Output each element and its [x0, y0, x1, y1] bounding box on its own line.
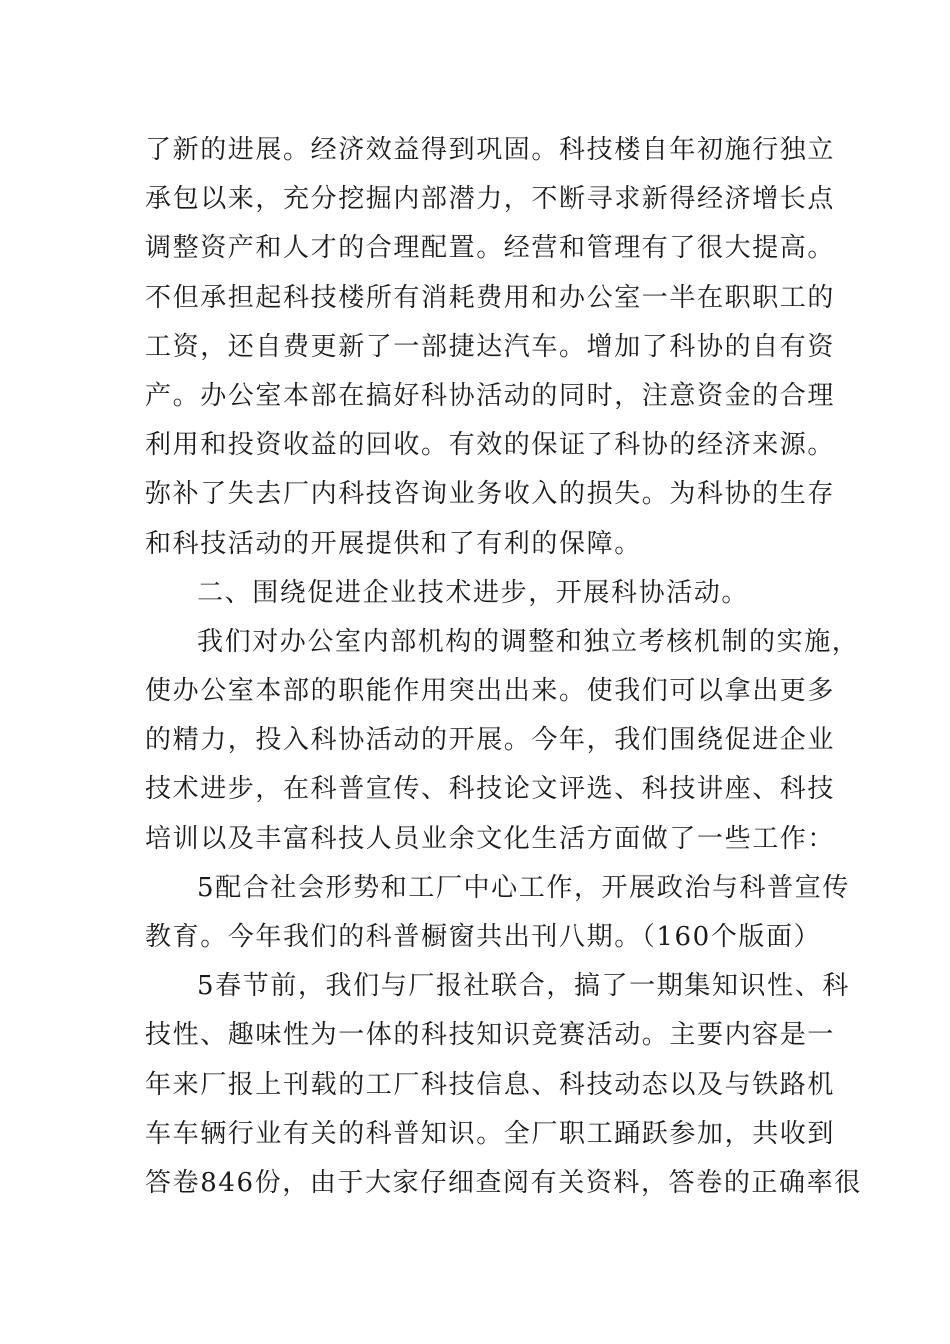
text-line: 不但承担起科技楼所有消耗费用和办公室一半在职职工的	[145, 282, 836, 313]
text-line: 调整资产和人才的合理配置。经营和管理有了很大提高。	[145, 233, 836, 264]
text-line: 技性、趣味性为一体的科技知识竞赛活动。主要内容是一	[145, 1020, 836, 1051]
section-heading: 二、围绕促进企业技术进步，开展科协活动。	[197, 577, 750, 608]
list-item-first-line: 5春节前，我们与厂报社联合，搞了一期集知识性、科	[197, 971, 850, 1002]
text-line: 和科技活动的开展提供和了有利的保障。	[145, 528, 642, 559]
document-body	[145, 126, 862, 1208]
text-line: 的精力，投入科协活动的开展。今年，我们围绕促进企业	[145, 725, 836, 756]
paragraph-first-line: 我们对办公室内部机构的调整和独立考核机制的实施，	[197, 626, 860, 657]
text-line: 承包以来，充分挖掘内部潜力，不断寻求新得经济增长点	[145, 184, 836, 215]
text-line: 年来厂报上刊载的工厂科技信息、科技动态以及与铁路机	[145, 1069, 836, 1100]
text-line: 技术进步，在科普宣传、科技论文评选、科技讲座、科技	[145, 774, 836, 805]
text-line: 车车辆行业有关的科普知识。全厂职工踊跃参加，共收到	[145, 1118, 836, 1149]
text-line: 答卷846份，由于大家仔细查阅有关资料，答卷的正确率很	[145, 1167, 862, 1198]
text-line: 弥补了失去厂内科技咨询业务收入的损失。为科协的生存	[145, 479, 836, 510]
list-item-first-line: 5配合社会形势和工厂中心工作，开展政治与科普宣传	[197, 872, 850, 903]
text-line: 利用和投资收益的回收。有效的保证了科协的经济来源。	[145, 430, 836, 461]
text-line: 了新的进展。经济效益得到巩固。科技楼自年初施行独立	[145, 135, 836, 165]
text-line: 工资，还自费更新了一部捷达汽车。增加了科协的自有资	[145, 331, 836, 362]
text-line: 产。办公室本部在搞好科协活动的同时，注意资金的合理	[145, 380, 836, 411]
text-line: 教育。今年我们的科普橱窗共出刊八期。（160个版面）	[145, 922, 822, 952]
text-line: 使办公室本部的职能作用突出出来。使我们可以拿出更多	[145, 676, 836, 707]
text-line: 培训以及丰富科技人员业余文化生活方面做了一些工作：	[145, 823, 836, 854]
